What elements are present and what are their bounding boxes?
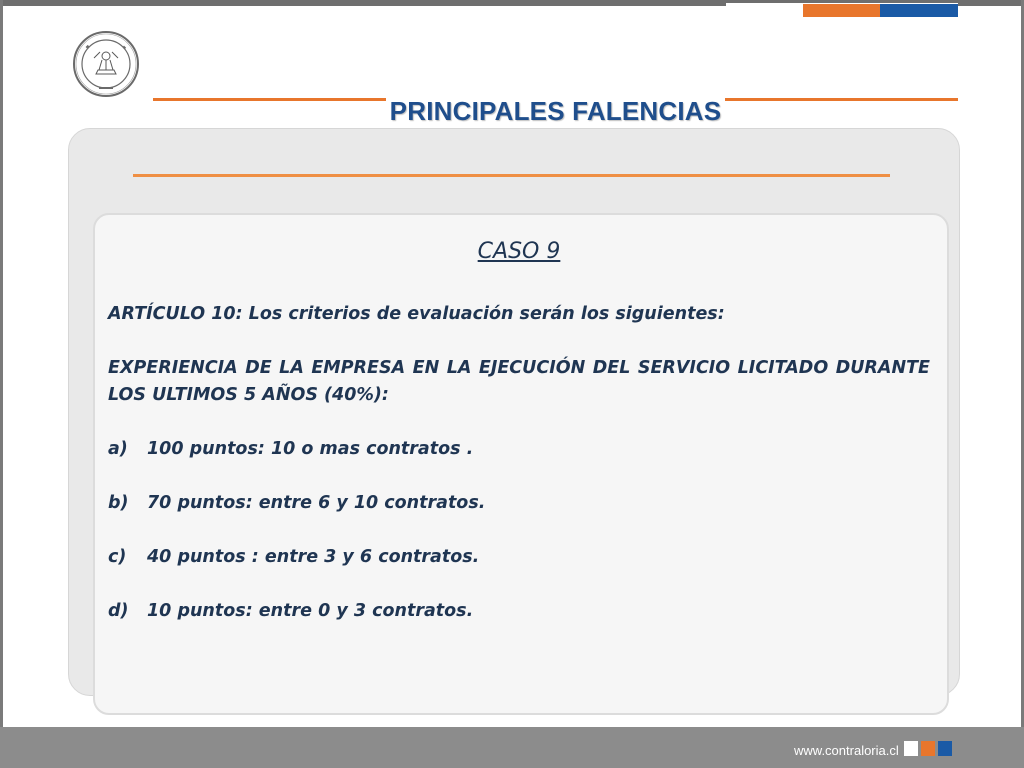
article-text: ARTÍCULO 10: Los criterios de evaluación serán los siguientes: bbox=[108, 304, 725, 324]
list-item bbox=[108, 436, 930, 463]
brand-square-orange bbox=[921, 741, 935, 756]
list-item bbox=[108, 598, 930, 625]
list-item bbox=[108, 544, 930, 571]
list-item-text: 40 puntos : entre 3 y 6 contratos. bbox=[147, 547, 480, 567]
list-item bbox=[108, 490, 930, 517]
list-item-marker: c) bbox=[108, 547, 127, 567]
frame-left bbox=[0, 0, 3, 768]
panel-divider bbox=[133, 174, 890, 177]
list-item-marker: a) bbox=[108, 439, 128, 459]
page-title: PRINCIPALES FALENCIAS bbox=[153, 96, 958, 127]
contraloria-seal-logo bbox=[72, 30, 140, 98]
case-title: CASO 9 bbox=[477, 239, 561, 264]
experience-text: EXPERIENCIA DE LA EMPRESA EN LA EJECUCIÓN DEL SERVICIO LICITADO DURANTE LOS ULTIMOS 5 AÑOS (40%): bbox=[108, 358, 930, 405]
brand-orange-block bbox=[803, 4, 880, 17]
list-item-text: 10 puntos: entre 0 y 3 contratos. bbox=[147, 601, 474, 621]
website-link[interactable]: www.contraloria.cl bbox=[794, 743, 899, 758]
brand-square-white bbox=[904, 741, 918, 756]
brand-blue-block bbox=[880, 4, 958, 17]
brand-square-blue bbox=[938, 741, 952, 756]
list-item-marker: b) bbox=[108, 493, 129, 513]
case-content bbox=[108, 238, 930, 652]
list-item-marker: d) bbox=[108, 601, 129, 621]
list-item-text: 70 puntos: entre 6 y 10 contratos. bbox=[147, 493, 486, 513]
list-item-text: 100 puntos: 10 o mas contratos . bbox=[147, 439, 474, 459]
